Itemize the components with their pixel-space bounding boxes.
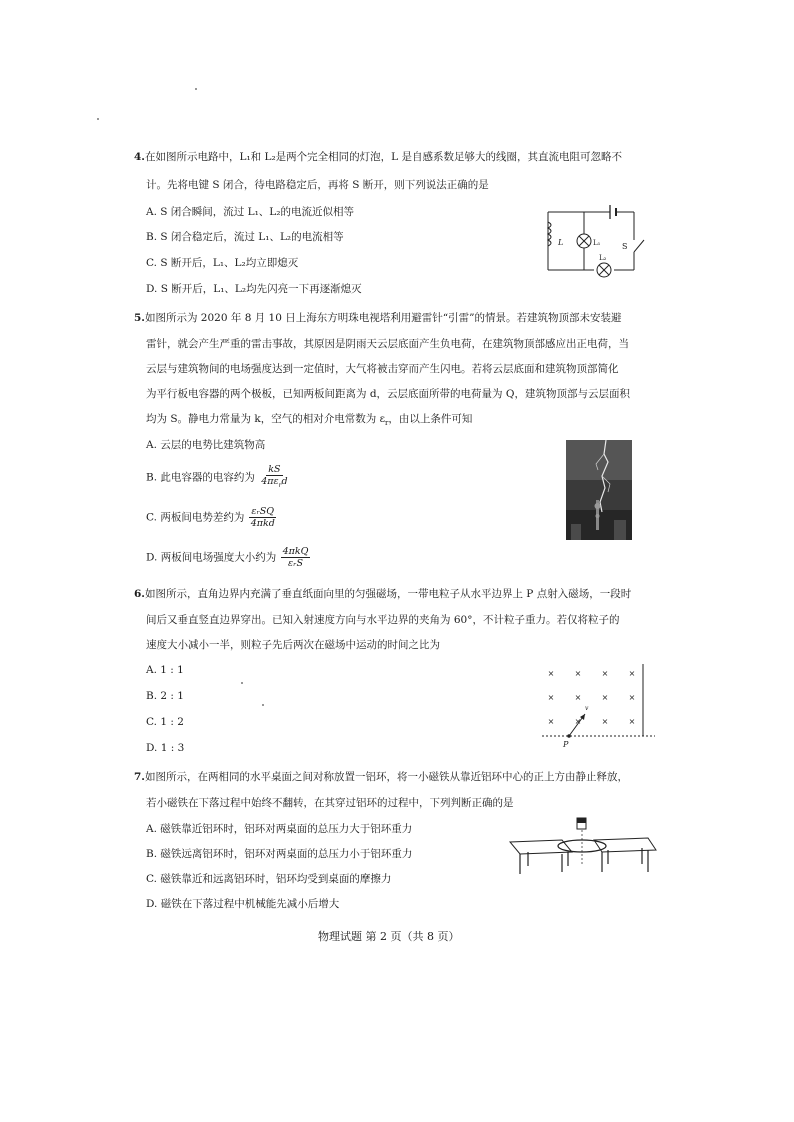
field-mark-icon: × [574,717,582,726]
q6-line2: 间后又垂直竖直边界穿出。已知入射速度方向与水平边界的夹角为 60°，不计粒子重力。若仅将粒子的 [146,614,620,626]
q7-option-c: C. 磁铁靠近和远离铝环时，铝环均受到桌面的摩擦力 [146,873,392,885]
q5-option-d-text: D. 两板间电场强度大小约为 [146,551,277,564]
q5-option-b-fraction: $\frac{kS}{4\pi\varepsilon_rd}$ [261,464,288,489]
field-mark-icon: × [574,693,582,702]
q5-line5 [146,412,472,430]
scan-speck [241,682,243,684]
field-mark-icon: × [628,693,636,702]
q6-line1 [134,587,631,601]
q4-number: 4. [134,151,145,163]
q5-line2: 雷针，就会产生严重的雷击事故，其原因是阴雨天云层底面产生负电荷，在建筑物顶部感应出正电荷，当 [146,338,629,350]
q6-label-velocity: v [585,705,589,712]
q7-line2: 若小磁铁在下落过程中始终不翻转，在其穿过铝环的过程中，下列判断正确的是 [146,797,514,809]
q5-option-b-text: B. 此电容器的电容约为 [146,471,255,484]
q5-text5b: ，由以上条件可知 [388,413,473,425]
field-mark-icon: × [628,717,636,726]
q6-option-a: A. 1 : 1 [146,664,184,676]
q7-text1: 如图所示，在两相同的水平桌面之间对称放置一铝环，将一小磁铁从靠近铝环中心的正上方由静止释放， [144,771,628,783]
q5-option-d [146,546,310,569]
q4-text1: 在如图所示电路中，L₁和 L₂是两个完全相同的灯泡，L 是自感系数足够大的线圈，其直流电阻可忽略不 [144,151,622,163]
q5-option-c [146,506,277,529]
q4-label-lamp2: L₂ [599,254,607,262]
scan-speck [195,88,197,90]
q7-option-d: D. 磁铁在下落过程中机械能先减小后增大 [146,898,340,910]
q6-option-c: C. 1 : 2 [146,716,184,728]
q5-option-d-fraction: $\frac{\text{4πkQ}}{\text{εᵣS}}$ [282,546,309,569]
q7-option-a: A. 磁铁靠近铝环时，铝环对两桌面的总压力大于铝环重力 [146,823,413,835]
q4-option-d: D. S 断开后，L₁、L₂均先闪亮一下再逐渐熄灭 [146,283,362,295]
q6-text1: 如图所示，直角边界内充满了垂直纸面向里的匀强磁场，一带电粒子从水平边界上 P 点射入磁场，一段时 [144,588,632,600]
q7-tables-ring-diagram [506,814,658,880]
q5-line4: 为平行板电容器的两个极板，已知两板间距离为 d，云层底面所带的电荷量为 Q，建筑物顶部与云层面积 [146,388,631,400]
q4-label-switch: S [622,242,628,251]
q4-circuit-diagram [540,200,645,282]
q7-option-b: B. 磁铁远离铝环时，铝环对两桌面的总压力小于铝环重力 [146,848,413,860]
q6-magnetic-field-diagram [540,662,660,750]
field-mark-icon: × [628,669,636,678]
q5-text5: 均为 S。静电力常量为 k，空气的相对介电常数为 ε [146,413,386,425]
q4-option-b: B. S 闭合稳定后，流过 L₁、L₂的电流相等 [146,231,344,243]
scan-speck [262,704,264,706]
q5-text1: 如图所示为 2020 年 8 月 10 日上海东方明珠电视塔利用避雷针“引雷”的情景。若建筑物顶部未安装避 [144,312,622,324]
field-mark-icon: × [601,717,609,726]
q5-option-b [146,464,290,491]
field-mark-icon: × [547,669,555,678]
field-mark-icon: × [601,693,609,702]
page-footer: 物理试题 第 2 页（共 8 页） [318,930,460,943]
field-mark-icon: × [574,669,582,678]
q5-option-c-text: C. 两板间电势差约为 [146,511,245,524]
q5-option-c-fraction: $\frac{\text{εᵣSQ}}{\text{4πkd}}$ [250,506,275,529]
q4-option-a: A. S 闭合瞬间，流过 L₁、L₂的电流近似相等 [146,206,354,218]
q4-label-lamp1: L₁ [593,239,601,247]
q5-option-a: A. 云层的电势比建筑物高 [146,439,266,451]
q4-label-coil: L [558,238,564,247]
q4-line1 [134,150,622,164]
q6-number: 6. [134,588,145,600]
q7-number: 7. [134,771,145,783]
field-mark-icon: × [601,669,609,678]
q4-option-c: C. S 断开后，L₁、L₂均立即熄灭 [146,257,299,269]
q5-line3: 云层与建筑物间的电场强度达到一定值时，大气将被击穿而产生闪电。若将云层底面和建筑物顶部简化 [146,363,619,375]
q4-line2: 计。先将电键 S 闭合，待电路稳定后，再将 S 断开，则下列说法正确的是 [146,179,489,191]
field-mark-icon: × [547,717,555,726]
q6-label-point: P [563,740,569,749]
scan-speck [97,118,99,120]
q7-line1 [134,770,628,784]
q6-option-b: B. 2 : 1 [146,690,184,702]
q6-line3: 速度大小减小一半，则粒子先后两次在磁场中运动的时间之比为 [146,639,440,651]
q5-lightning-photo [566,440,632,540]
q5-line1 [134,311,622,325]
q6-option-d: D. 1 : 3 [146,742,185,754]
field-mark-icon: × [547,693,555,702]
q5-number: 5. [134,312,145,324]
q5-eps-sub: r [385,419,389,428]
